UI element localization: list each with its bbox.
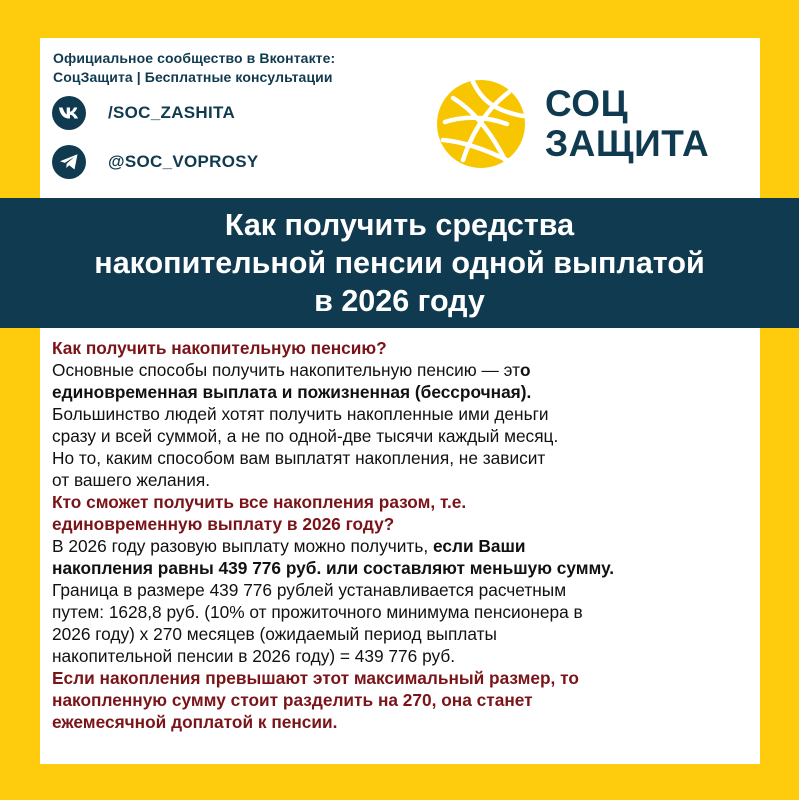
- page-title: Как получить средства накопительной пенсии одной выплатой в 2026 году: [94, 208, 705, 318]
- community-subtitle: СоцЗащита | Бесплатные консультации: [53, 69, 333, 85]
- vk-link[interactable]: [52, 96, 235, 130]
- question-3: Если накопления превышают этот максимальный размер, то накопленную сумму стоит разделить на 270, она станет ежемесячной доплатой к пенсии.: [52, 668, 579, 732]
- paragraph-1-start: Основные способы получить накопительную пенсию — эт: [52, 360, 520, 380]
- header-card: [40, 38, 760, 198]
- question-2: Кто сможет получить все накопления разом, т.е. единовременную выплату в 2026 году?: [52, 492, 467, 534]
- logo-line-1: СОЦ: [545, 83, 629, 124]
- paragraph-2: [52, 535, 762, 667]
- logo: [433, 76, 709, 172]
- paragraph-2-start: В 2026 году разовую выплату можно получить,: [52, 536, 433, 556]
- content-card: [40, 328, 760, 764]
- community-title: Официальное сообщество в Вконтакте:: [53, 50, 336, 66]
- logo-text: [545, 84, 709, 164]
- telegram-link[interactable]: [52, 145, 259, 179]
- paragraph-1: [52, 359, 762, 491]
- question-1: Как получить накопительную пенсию?: [52, 338, 387, 358]
- telegram-handle: @SOC_VOPROSY: [108, 152, 259, 171]
- article-body: [52, 337, 762, 733]
- paragraph-2-bold: если Ваши накопления равны 439 776 руб. или составляют меньшую сумму.: [52, 536, 615, 578]
- vk-handle: /SOC_ZASHITA: [108, 103, 236, 122]
- vk-icon: [52, 96, 86, 130]
- globe-logo-icon: [433, 76, 529, 172]
- paragraph-1-bold: о единовременная выплата и пожизненная (бессрочная).: [52, 360, 532, 402]
- paragraph-2-end: Граница в размере 439 776 рублей устанавливается расчетным путем: 1628,8 руб. (10% от прожиточного минимума пенсионера в 2026 году) х 270 месяцев (ожидаемый период выплаты накопительной пенсии в 2026 году) = 439 776 руб.: [52, 580, 583, 666]
- logo-line-2: ЗАЩИТА: [545, 123, 710, 164]
- telegram-icon: [52, 145, 86, 179]
- title-banner: [0, 198, 799, 328]
- paragraph-1-end: Большинство людей хотят получить накопленные ими деньги сразу и всей суммой, а не по одной-две тысячи каждый месяц. Но то, каким способом вам выплатят накопления, не зависит от вашего желания.: [52, 404, 559, 490]
